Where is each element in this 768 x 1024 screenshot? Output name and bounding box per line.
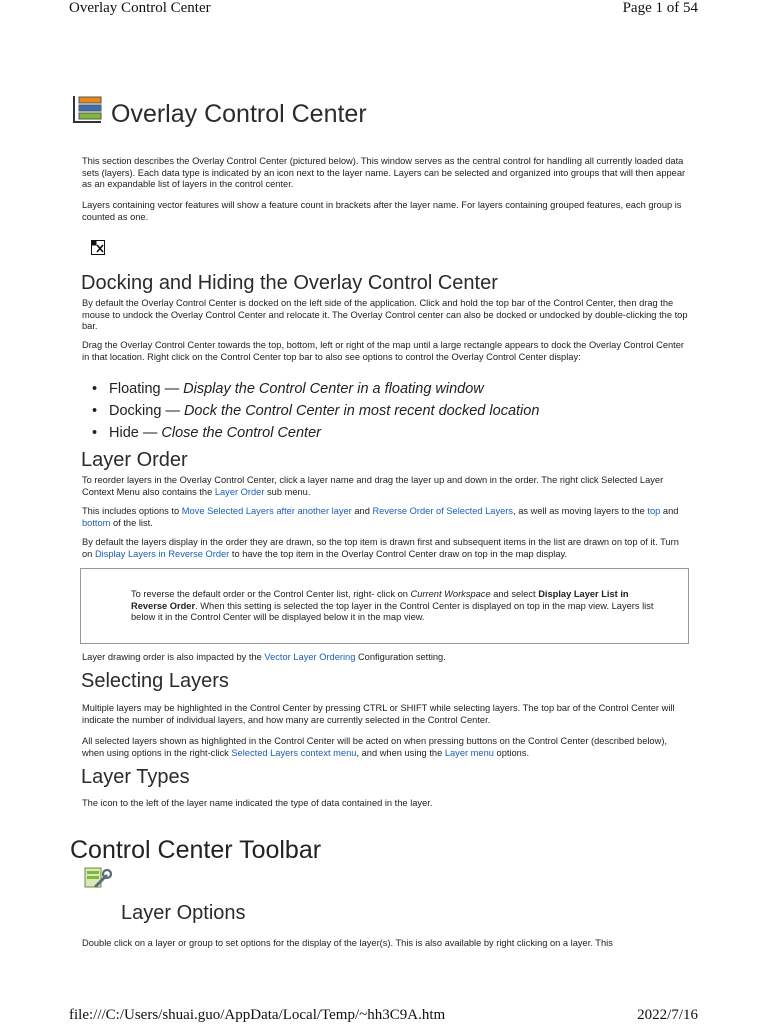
section-heading-layer-order: Layer Order [81,449,188,471]
link-move-selected-layers[interactable]: Move Selected Layers after another layer [181,506,352,516]
page-title: Overlay Control Center [111,100,367,128]
note-text: To reverse the default order or the Control Center list, right- click on Current Workspace and select Display Layer List in Reverse Order. When this setting is selected the top layer in the Control Center is displayed on top in the map view. Layers list below it in the Control Center will be displayed below it in the map view. [131,589,654,622]
docking-options-list [82,378,702,444]
page-number: Page 1 of 54 [622,0,698,16]
layer-order-paragraph-3: By default the layers display in the order they are drawn, so the top item is drawn first and subsequent items in the list are drawn on top of it. Turn on Display Layers in Reverse Order to have the top item in the Overlay Control Center draw on top in the map display. [82,537,679,559]
layer-options-icon [84,864,112,890]
list-item: • Hide — Close the Control Center [92,425,321,441]
docking-paragraph-1: By default the Overlay Control Center is docked on the left side of the application. Click and hold the top bar of the Control Center, then drag the mouse to undock the Overlay Control Center and relocate it. The Overlay Control center can also be docked or undocked by double-clicking the top bar. [82,298,688,331]
section-heading-docking: Docking and Hiding the Overlay Control Center [81,272,498,294]
intro-paragraph-2: Layers containing vector features will show a feature count in brackets after the layer name. For layers containing grouped features, each group is counted as one. [82,200,682,222]
page-header-title: Overlay Control Center [69,0,211,16]
link-top[interactable]: top [647,506,661,516]
link-vector-layer-ordering[interactable]: Vector Layer Ordering [264,652,356,662]
layer-order-paragraph-1: To reorder layers in the Overlay Control Center, click a layer name and drag the layer up and down in the order. The right click Selected Layer Context Menu also contains the Layer Order sub menu. [82,475,664,497]
layer-options-paragraph: Double click on a layer or group to set options for the display of the layer(s). This is also available by right clicking on a layer. This [82,938,613,948]
link-bottom[interactable]: bottom [82,517,111,528]
layer-types-paragraph: The icon to the left of the layer name indicated the type of data contained in the layer. [82,798,433,808]
link-layer-order[interactable]: Layer Order [214,486,265,497]
section-heading-selecting-layers: Selecting Layers [81,670,229,692]
intro-paragraph-1: This section describes the Overlay Control Center (pictured below). This window serves as the central control for handling all currently loaded data sets (layers). Each data type is indicated by an icon next to the layer name. Layers can be selected and organized into groups that will then appear as an expandable list of layers in the control center. [82,156,686,189]
footer-date: 2022/7/16 [637,1007,698,1023]
docking-paragraph-2: Drag the Overlay Control Center towards the top, bottom, left or right of the map until a large rectangle appears to dock the Overlay Control Center in that location. Right click on the Control Center top bar to also see options to control the Overlay Control Center display: [82,340,685,362]
section-heading-layer-types: Layer Types [81,766,190,788]
section-heading-control-center-toolbar: Control Center Toolbar [70,836,322,864]
footer-file-path: file:///C:/Users/shuai.guo/AppData/Local/Temp/~hh3C9A.htm [69,1007,446,1023]
link-reverse-order[interactable]: Reverse Order of Selected Layers [372,506,514,516]
list-item: • Floating — Display the Control Center in a floating window [92,381,484,397]
selecting-paragraph-1: Multiple layers may be highlighted in the Control Center by pressing CTRL or SHIFT while selecting layers. The top bar of the Control Center will indicate the number of individual layers, and how many are currently selected in the Control Center. [82,703,675,725]
layer-order-paragraph-4: Layer drawing order is also impacted by the Vector Layer Ordering Configuration setting. [82,652,446,662]
layers-stack-icon [73,96,103,124]
list-item: • Docking — Dock the Control Center in most recent docked location [92,403,540,419]
link-display-reverse-order[interactable]: Display Layers in Reverse Order [94,548,230,559]
link-selected-layers-context-menu[interactable]: Selected Layers context menu [231,747,357,758]
link-layer-menu[interactable]: Layer menu [444,747,494,758]
selecting-paragraph-2: All selected layers shown as highlighted in the Control Center will be acted on when pressing buttons on the Control Center (described below), when using options in the right-click Selected Layers context menu, and when using the Layer menu options. [82,736,667,758]
section-heading-layer-options: Layer Options [121,902,246,924]
broken-image-icon [91,240,105,255]
layer-order-paragraph-2: This includes options to Move Selected Layers after another layer and Reverse Order of Selected Layers, as well as moving layers to the top and bottom of the list. [82,506,679,528]
